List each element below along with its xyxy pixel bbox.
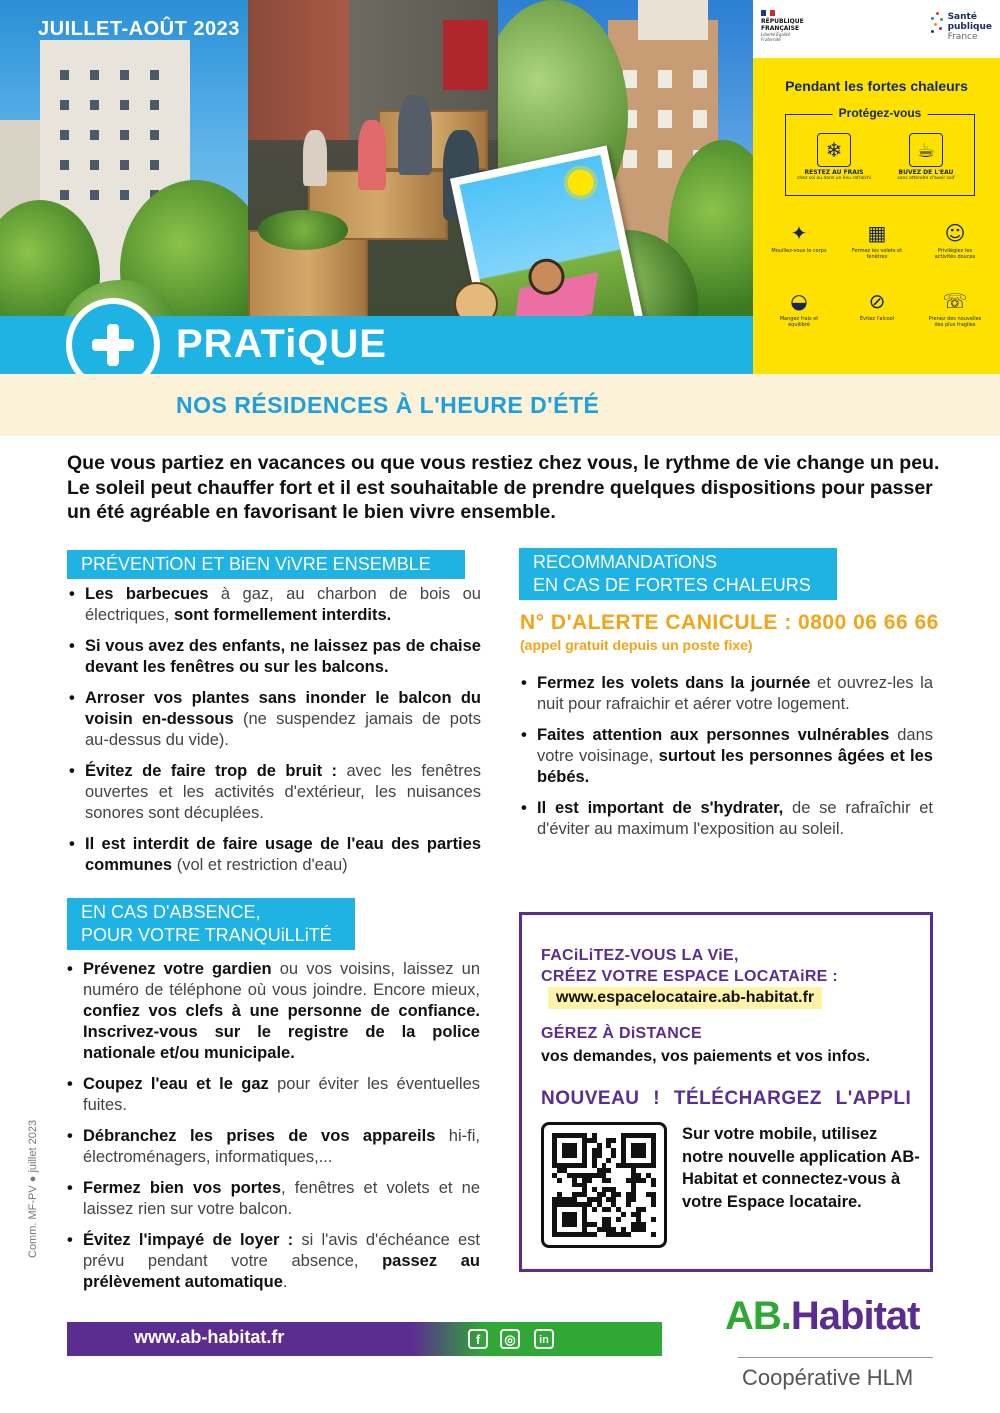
remote-management-text: vos demandes, vos paiements et vos infos. [541,1048,870,1065]
phone-icon: ☏ [942,289,968,313]
house-cool-icon: ❄ [817,133,851,167]
heatwave-alert-number: N° D'ALERTE CANICULE : 0800 06 66 66 [520,611,939,634]
section-title: PRATiQUE [176,322,387,366]
sun-icon [565,167,596,198]
poster-title: Pendant les fortes chaleurs [785,78,968,94]
republique-logo: RÉPUBLIQUE FRANÇAISE Liberté Égalité Fraternité [761,10,811,42]
list-item: • Fermez les volets dans la journée et ouvrez-les la nuit pour rafraichir et aérer votre logement. [519,673,933,715]
protect-yourself-box: Protégez-vous ❄ RESTEZ AU FRAIS chez soi ou dans un lieu rafraîchi ☕ BUVEZ DE L'EAU sans attendre d'avoir soif [785,114,975,196]
sante-publique-logo: Santé publique France [930,12,992,42]
meditation-icon: ☺ [944,221,966,245]
logo-divider [738,1357,933,1358]
list-item: • Les barbecues à gaz, au charbon de bois ou électriques, sont formellement interdits. [67,584,481,626]
list-item: • Coupez l'eau et le gaz pour éviter les éventuelles fuites. [65,1074,480,1116]
website-link[interactable]: www.ab-habitat.fr [134,1327,285,1347]
list-item: • Évitez l'impayé de loyer : si l'avis d'échéance est prévu pendant votre absence, passez au prélèvement automatique. [65,1230,480,1293]
list-item: • Si vous avez des enfants, ne laissez pas de chaise devant les fenêtres ou sur les balcons. [67,636,481,678]
linkedin-icon[interactable]: in [534,1329,554,1349]
list-item: • Débranchez les prises de vos appareils hi-fi, électroménagers, informatiques,... [65,1126,480,1168]
prevention-list [67,584,481,886]
prevention-label: PRÉVENTiON ET BiEN ViVRE ENSEMBLE [67,550,465,579]
absence-label: EN CAS D'ABSENCE, POUR VOTRE TRANQUiLLiTÉ [67,898,355,950]
app-description: Sur votre mobile, utilisez notre nouvelle application AB-Habitat et connectez-vous à votre Espace locataire. [682,1125,920,1211]
qr-code[interactable] [541,1122,667,1248]
instagram-icon[interactable]: ◎ [500,1329,520,1349]
list-item: • Arroser vos plantes sans inonder le balcon du voisin en-dessous (ne suspendez jamais de pots au-dessus du vide). [67,688,481,751]
no-alcohol-icon: ⊘ [868,289,886,313]
ab-habitat-logo: AB.Habitat [725,1294,920,1338]
tenant-space-link[interactable]: www.espacelocataire.ab-habitat.fr [548,987,822,1009]
recommendations-list [519,673,933,850]
heatwave-poster: RÉPUBLIQUE FRANÇAISE Liberté Égalité Fraternité Santé publique France Pendant les fortes chaleurs Protégez-vous ❄ RESTEZ AU FRAIS chez soi ou dans un lieu rafraîchi ☕ BUVEZ DE L'EAU sans attendre d'avoir soif ✦ Mouillez-vous le corps ▦ Fermez les volets et fenêtres ☺ Privilégiez les activités douces ◒ Mangez frais et équilibré ⊘ Évitez l'alcool ☏ Prenez des nouvelles des plus fragiles [753,0,1000,375]
credit-line: Comm. MF-PV ● juillet 2023 [27,1119,39,1258]
alert-note: (appel gratuit depuis un poste fixe) [520,637,753,653]
remote-management-heading: GÉREZ À DiSTANCE [541,1025,702,1042]
tenant-space-box [519,912,933,1272]
list-item: • Il est important de s'hydrater, de se rafraîchir et d'éviter au maximum l'exposition au soleil. [519,798,933,840]
list-item: • Prévenez votre gardien ou vos voisins, laissez un numéro de téléphone où vous joindre. Encore mieux, confiez vos clefs à une personne de confiance. Inscrivez-vous sur le registre de la police nationale et/ou municipale. [65,959,480,1064]
facebook-icon[interactable]: f [468,1329,488,1349]
absence-list [65,959,480,1303]
tenant-space-heading: FACiLiTEZ-VOUS LA ViE, CRÉEZ VOTRE ESPACE LOCATAiRE : [541,947,839,985]
list-item: • Faites attention aux personnes vulnérables dans votre voisinage, surtout les personnes âgées et les bébés. [519,725,933,788]
issue-date: JUILLET-AOÛT 2023 [38,18,240,40]
page-subtitle: NOS RÉSIDENCES À L'HEURE D'ÉTÉ [176,392,600,418]
water-glass-icon: ☕ [909,133,943,167]
recommendations-label: RECOMMANDATiONS EN CAS DE FORTES CHALEURS [519,548,837,600]
bowl-icon: ◒ [790,289,808,313]
logo-subtitle: Coopérative HLM [742,1365,914,1390]
download-app-heading: NOUVEAU ! TÉLÉCHARGEZ L'APPLI [541,1088,912,1109]
list-item: • Fermez bien vos portes, fenêtres et volets et ne laissez rien sur votre balcon. [65,1178,480,1220]
spray-icon: ✦ [790,221,808,245]
intro-paragraph: Que vous partiez en vacances ou que vous restiez chez vous, le rythme de vie change un peu. Le soleil peut chauffer fort et il est souhaitable de prendre quelques dispositions pour passer un été agréable en favorisant le bien vivre ensemble. [67,452,940,523]
shutter-icon: ▦ [867,221,887,245]
list-item: • Évitez de faire trop de bruit : avec les fenêtres ouvertes et les activités d'extérieur, les nuisances sonores sont décuplées. [67,761,481,824]
list-item: • Il est interdit de faire usage de l'eau des parties communes (vol et restriction d'eau) [67,834,481,876]
